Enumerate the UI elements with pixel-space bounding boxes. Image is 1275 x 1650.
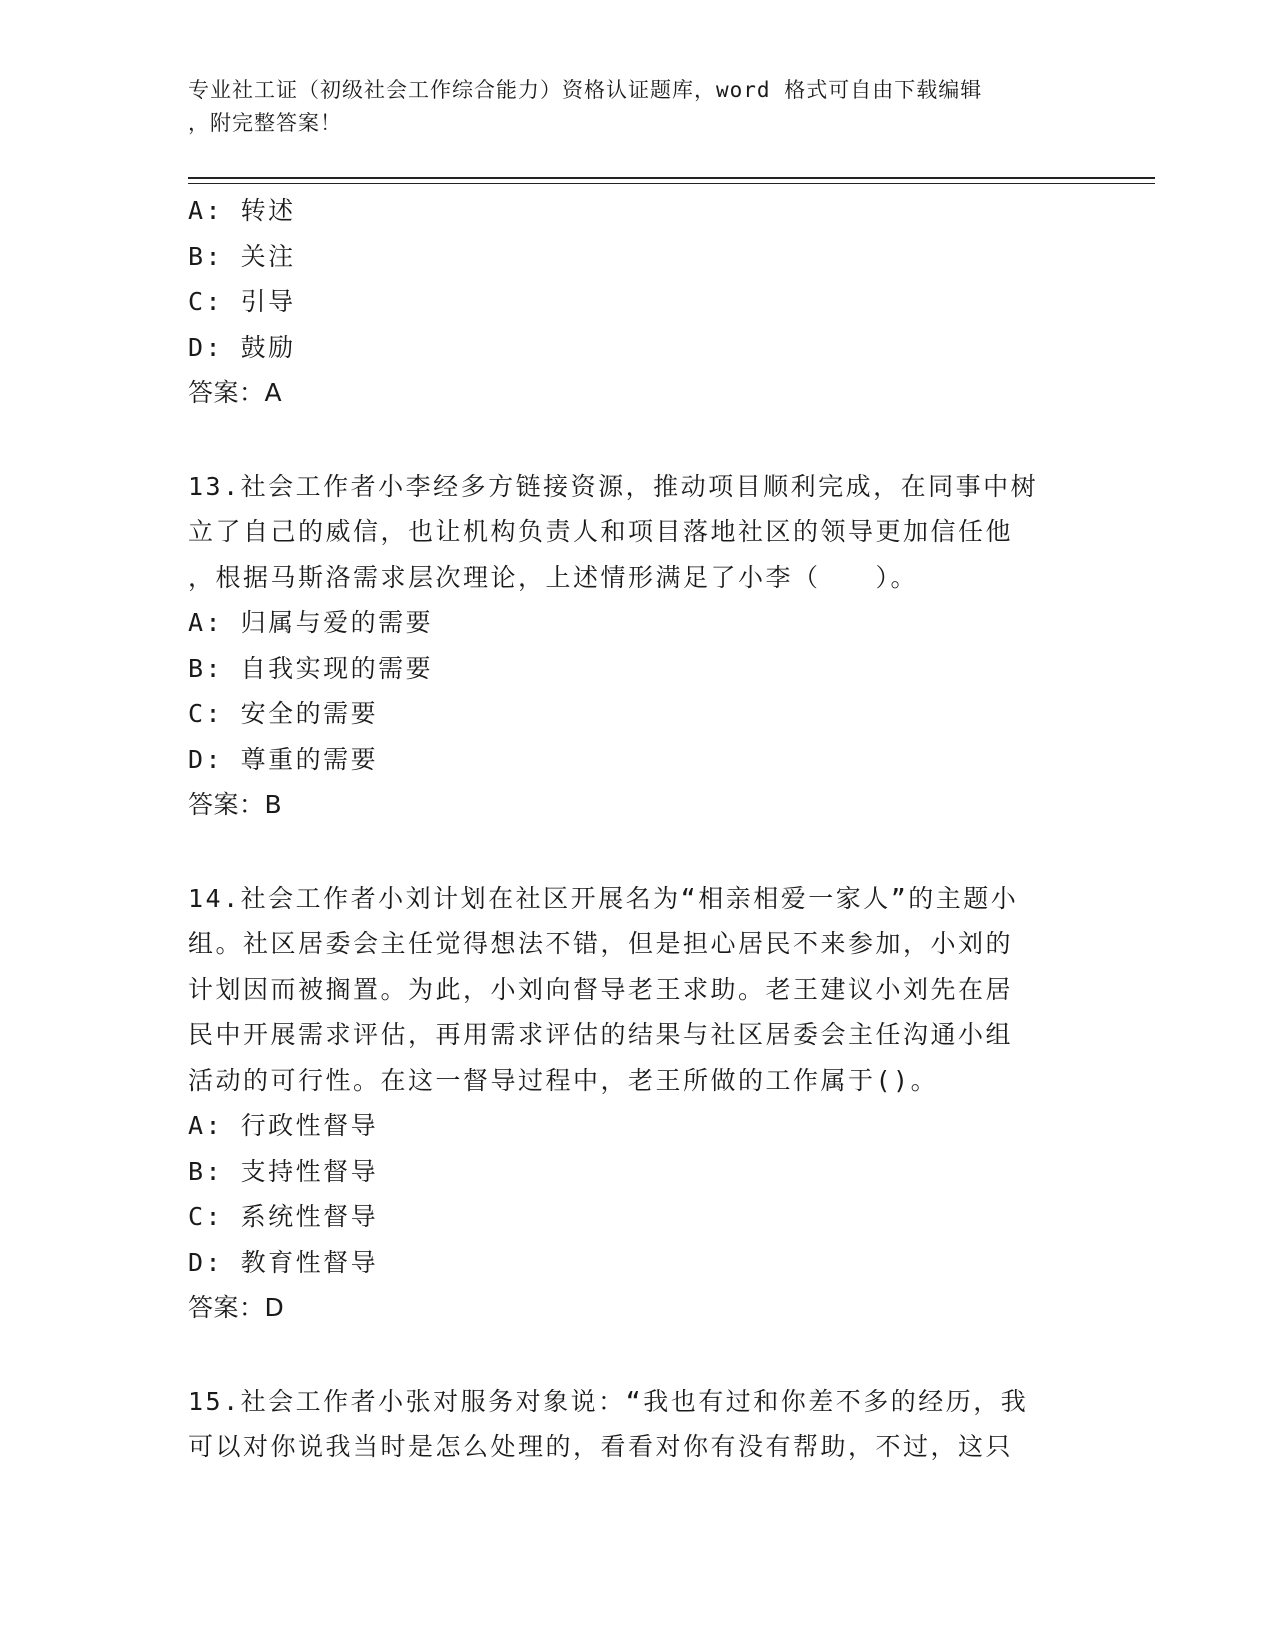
question-13-text-line-2: 立了自己的威信，也让机构负责人和项目落地社区的领导更加信任他: [188, 517, 1014, 546]
header-divider-thin: [188, 183, 1155, 184]
question-14-option-c: C: 系统性督导: [188, 1202, 379, 1231]
question-12-option-c: C: 引导: [188, 287, 296, 316]
question-12-option-b: B: 关注: [188, 241, 296, 271]
question-14-text-line-1: 14.社会工作者小刘计划在社区开展名为“相亲相爱一家人”的主题小: [188, 883, 1019, 913]
question-13-option-d: D: 尊重的需要: [188, 744, 379, 774]
question-14-text-line-3: 计划因而被搁置。为此，小刘向督导老王求助。老王建议小刘先在居: [188, 974, 1014, 1004]
question-12-answer: 答案：A: [188, 378, 283, 407]
question-14-option-a: A: 行政性督导: [188, 1111, 379, 1140]
question-13-option-c: C: 安全的需要: [188, 699, 379, 728]
question-14-option-b: B: 支持性督导: [188, 1156, 379, 1186]
question-14-block: [188, 876, 1088, 1331]
question-15-text-line-1: 15.社会工作者小张对服务对象说：“我也有过和你差不多的经历，我: [188, 1386, 1029, 1416]
question-14-option-d: D: 教育性督导: [188, 1247, 379, 1277]
question-13-text-line-3: ，根据马斯洛需求层次理论，上述情形满足了小李（ ）。: [188, 562, 919, 592]
question-13-option-a: A: 归属与爱的需要: [188, 608, 434, 637]
question-13-text-line-1: 13.社会工作者小李经多方链接资源，推动项目顺利完成，在同事中树: [188, 471, 1039, 501]
question-13-answer: 答案：B: [188, 790, 283, 819]
question-15-text-line-2: 可以对你说我当时是怎么处理的，看看对你有没有帮助，不过，这只: [188, 1432, 1014, 1461]
header-line-2: ，附完整答案！: [188, 111, 342, 135]
header-line-1: 专业社工证（初级社会工作综合能力）资格认证题库，word 格式可自由下载编辑: [188, 78, 983, 102]
question-14-text-line-2: 组。社区居委会主任觉得想法不错，但是担心居民不来参加，小刘的: [188, 929, 1014, 958]
document-header: [188, 74, 1068, 140]
question-14-answer: 答案：D: [188, 1293, 285, 1322]
header-divider-thick: [188, 177, 1155, 179]
question-12-block: [188, 188, 1088, 416]
question-14-text-line-5: 活动的可行性。在这一督导过程中，老王所做的工作属于()。: [188, 1065, 939, 1095]
question-12-option-d: D: 鼓励: [188, 332, 296, 362]
question-14-text-line-4: 民中开展需求评估，再用需求评估的结果与社区居委会主任沟通小组: [188, 1020, 1014, 1049]
question-content: [188, 188, 1088, 1470]
question-12-option-a: A: 转述: [188, 196, 296, 225]
question-15-block: [188, 1379, 1088, 1470]
question-13-block: [188, 464, 1088, 828]
question-13-option-b: B: 自我实现的需要: [188, 653, 434, 683]
